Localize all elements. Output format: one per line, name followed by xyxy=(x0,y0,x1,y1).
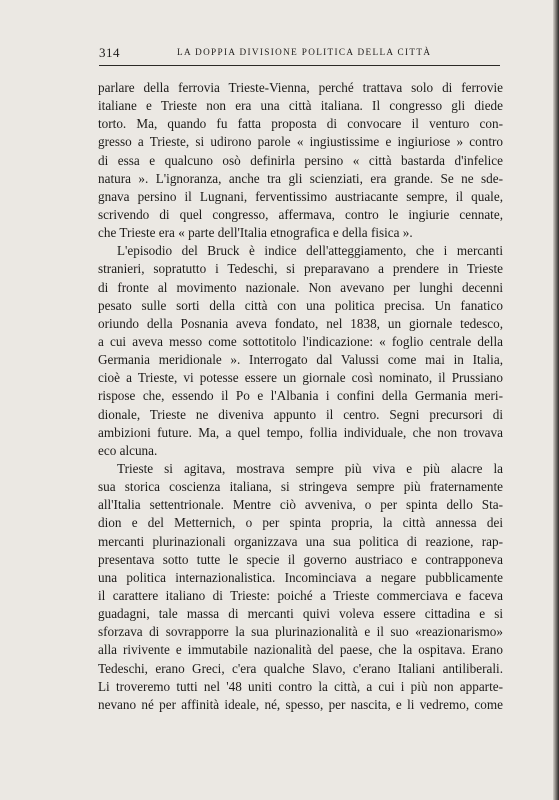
text-line: natura ». L'ignoranza, anche tra gli scienziati, era grande. Se ne sde- xyxy=(98,170,503,186)
text-line: all'Italia settentrionale. Mentre ciò avveniva, o per spinta dello Sta- xyxy=(98,497,503,513)
page-edge-shadow xyxy=(553,0,559,800)
text-line: a cui aveva messo come sottotitolo l'indicazione: « foglio centrale della xyxy=(98,333,503,349)
text-line: cioè a Trieste, vi potesse essere un giornale così nominato, il Prussiano xyxy=(98,370,503,386)
text-line: presentava sotto tutte le specie il governo austriaco e contrapponeva xyxy=(98,551,503,567)
text-line: Tedeschi, erano Greci, c'era qualche Slavo, c'erano Italiani antiliberali. xyxy=(98,660,503,676)
text-line: L'episodio del Bruck è indice dell'atteggiamento, che i mercanti xyxy=(117,243,503,259)
text-line: guadagni, tale massa di mercanti quivi voleva essere cittadina e si xyxy=(98,606,503,622)
text-line: mercanti plurinazionali organizzava una sua politica di reazione, rap- xyxy=(98,533,503,549)
page-header xyxy=(99,45,500,66)
text-line: nevano né per affinità ideale, né, spesso, per nascita, e li vedremo, come xyxy=(98,696,503,712)
text-line: dion e del Metternich, o per spinta propria, la città annessa dei xyxy=(98,515,503,531)
text-line: oriundo della Posnania aveva fondato, nel 1838, un giornale tedesco, xyxy=(98,315,503,331)
text-line: rispose che, essendo il Po e l'Albania i confini della Germania meri- xyxy=(98,388,503,404)
text-line: dionale, Trieste ne diveniva appunto il centro. Segni precursori di xyxy=(98,406,503,422)
page-number: 314 xyxy=(99,45,120,60)
text-line: di fronte al movimento nazionale. Non avevano per lunghi decenni xyxy=(98,279,503,295)
text-line: scrivendo di quel congresso, affermava, contro le ingiurie cennate, xyxy=(98,206,503,222)
text-line: sforzava di sovrapporre la sua plurinazionalità e il suo «reazionarismo» xyxy=(98,624,503,640)
text-line: gresso a Trieste, si udirono parole « ingiustissime e ingiuriose » contro xyxy=(98,134,503,150)
paragraph xyxy=(98,242,503,460)
text-line: eco alcuna. xyxy=(98,442,158,458)
running-head: LA DOPPIA DIVISIONE POLITICA DELLA CITTÀ xyxy=(177,47,432,57)
text-line: Germania meridionale ». Interrogato dal Valussi come mai in Italia, xyxy=(98,352,503,368)
paragraph xyxy=(98,460,503,714)
text-line: ambizioni future. Ma, a quel tempo, follia individuale, che non trovava xyxy=(98,424,503,440)
text-line: Trieste si agitava, mostrava sempre più viva e più alacre la xyxy=(117,460,503,476)
text-line: alla rivivente e immutabile nazionalità del paese, che la ospitava. Erano xyxy=(98,642,503,658)
text-line: italiane e Trieste non era una città italiana. Il congresso gli diede xyxy=(98,98,503,114)
text-line: pesato sulle sorti della città con una politica precisa. Un fanatico xyxy=(98,297,503,313)
text-line: parlare della ferrovia Trieste-Vienna, perché trattava solo di ferrovie xyxy=(98,80,503,95)
text-line: che Trieste era « parte dell'Italia etnografica e della fisica ». xyxy=(98,225,413,241)
text-line: gnava persino il Lugnani, ferventissimo austriacante sempre, il quale, xyxy=(98,188,503,204)
text-line: torto. Ma, quando fu fatta proposta di convocare il venturo con- xyxy=(98,116,503,132)
text-line: una politica internazionalistica. Incominciava a negare pubblicamente xyxy=(98,569,503,585)
text-line: il carattere italiano di Trieste: poiché a Trieste commerciava e faceva xyxy=(98,587,503,603)
text-line: di essa e qualcuno osò definirla persino « città bastarda d'infelice xyxy=(98,152,503,168)
paragraph xyxy=(98,79,503,242)
body-text xyxy=(98,79,503,714)
text-line: Li troveremo tutti nel '48 uniti contro la città, a cui i più non apparte- xyxy=(98,678,503,694)
text-line: stranieri, sopratutto i Tedeschi, si preparavano a prendere in Trieste xyxy=(98,261,503,277)
text-line: sua storica coscienza italiana, si stringeva sempre più fraternamente xyxy=(98,479,503,495)
